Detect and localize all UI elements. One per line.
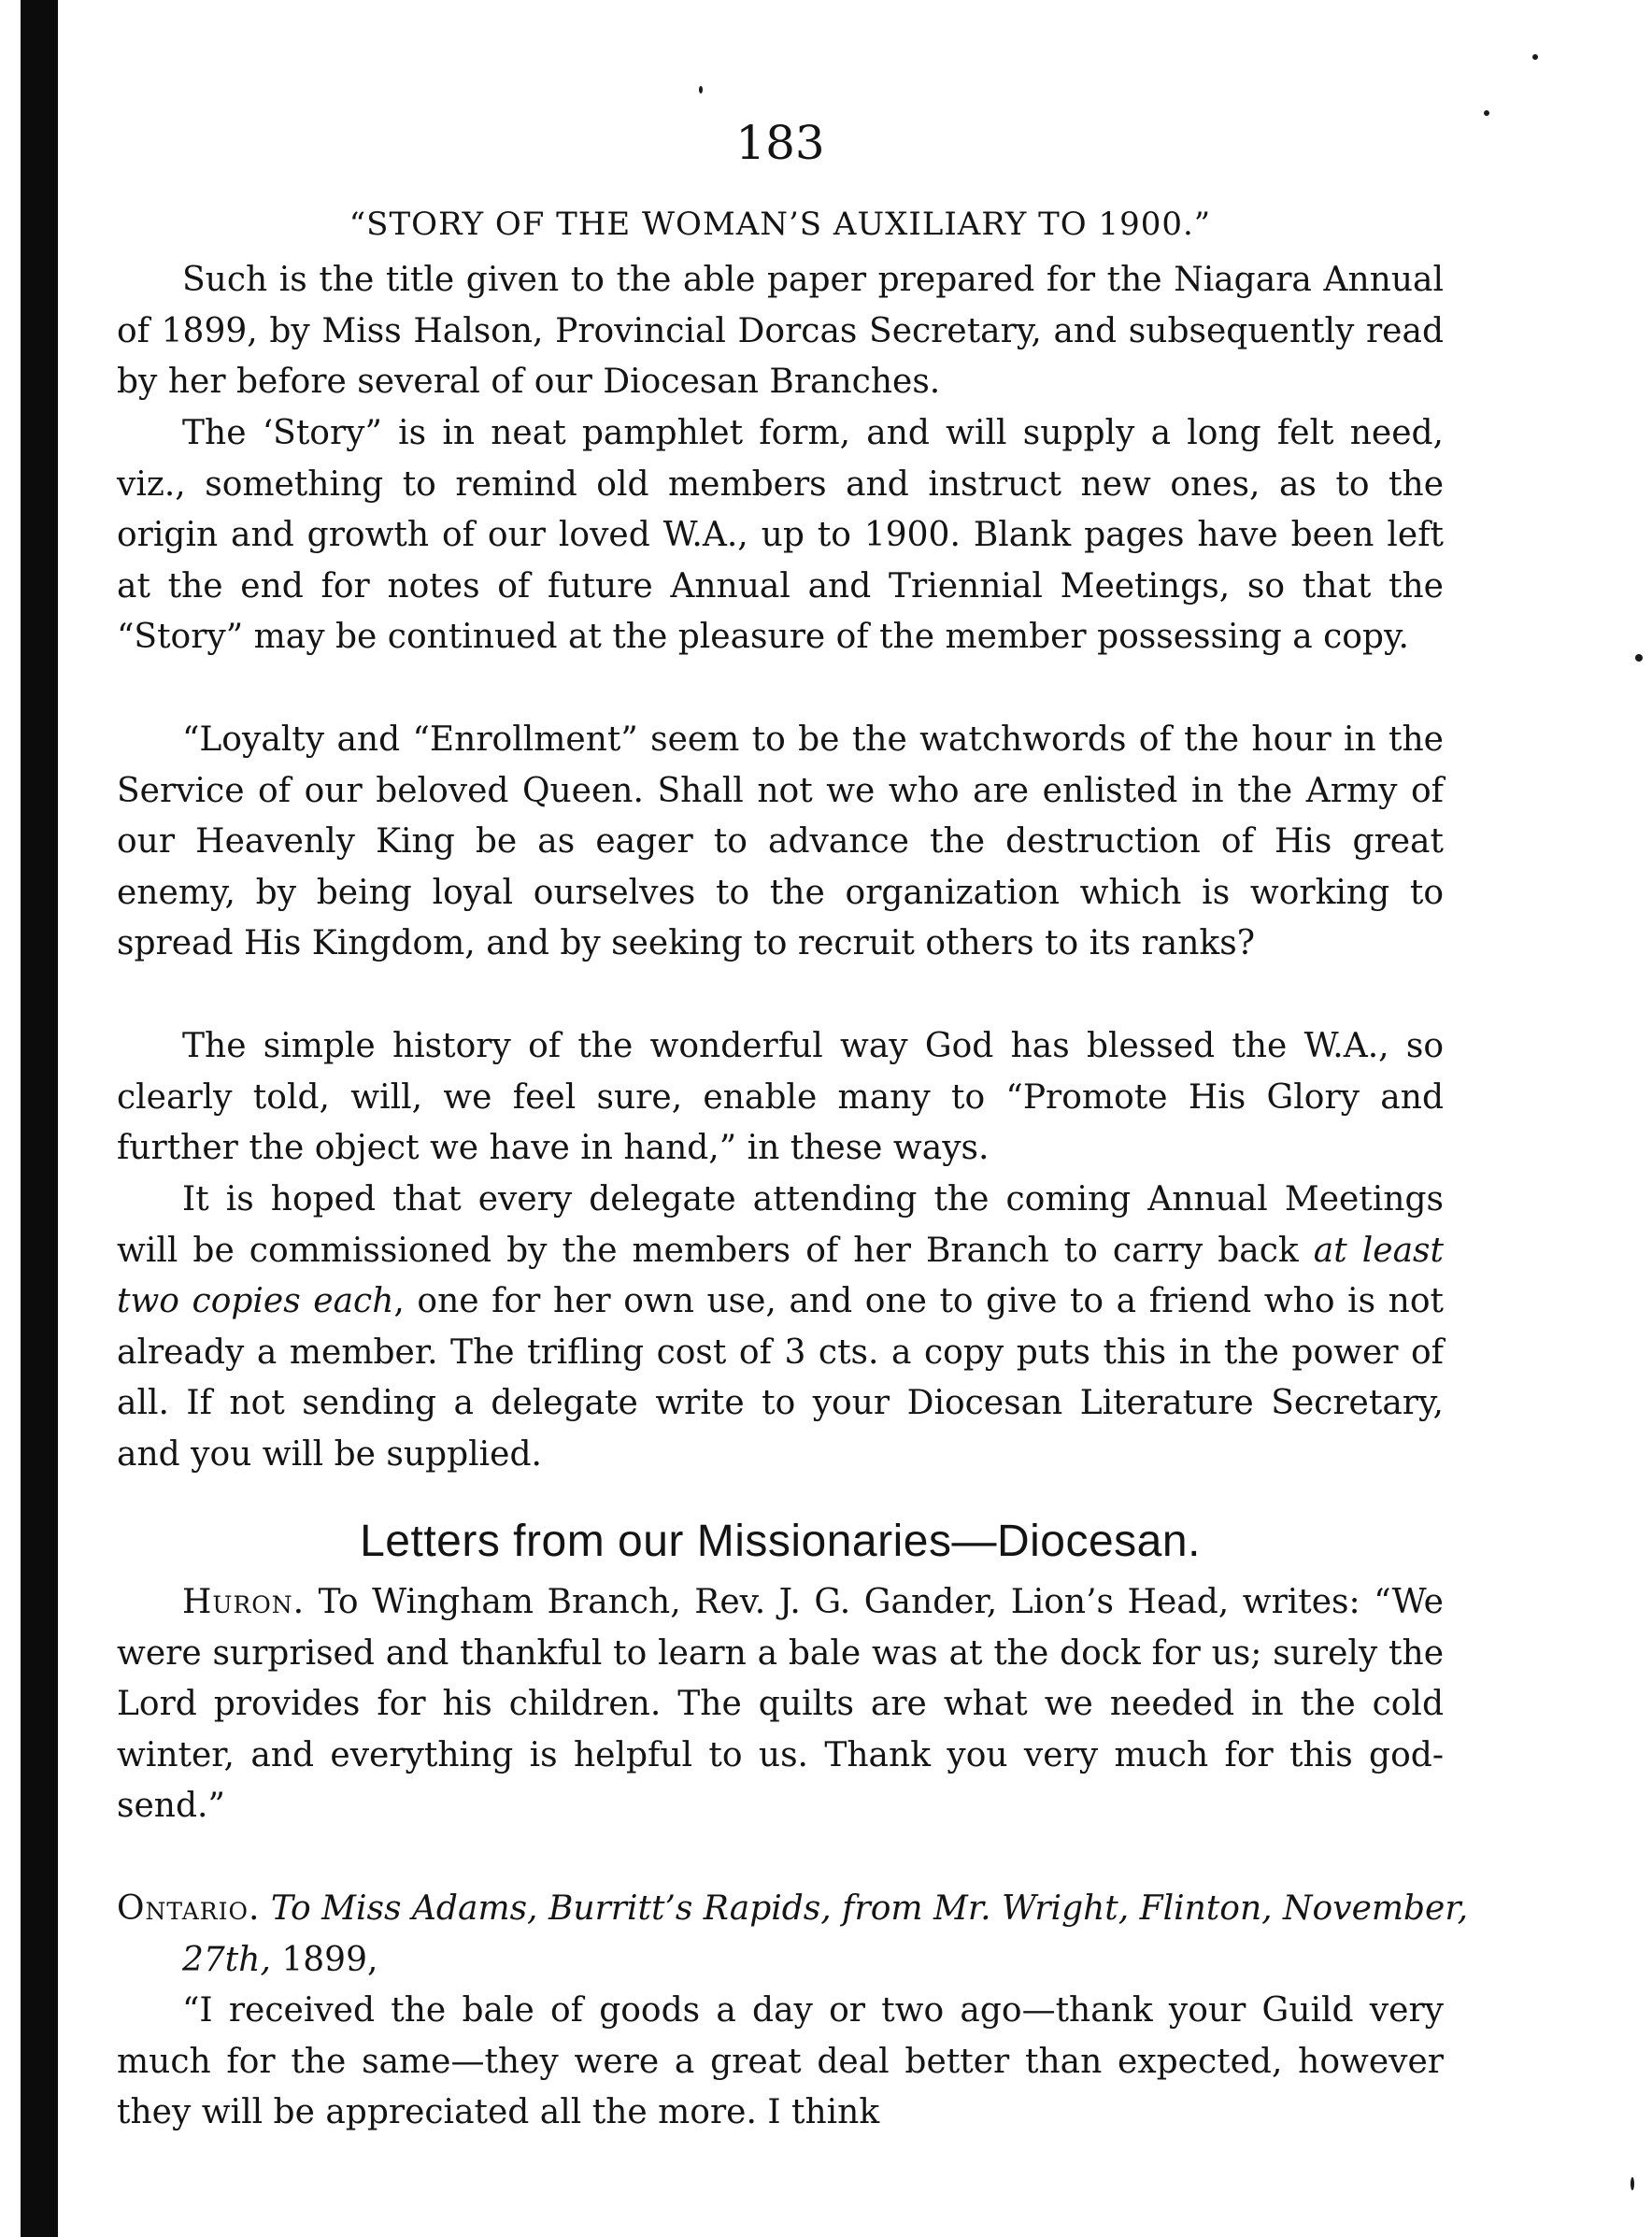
ontario-diocese-label: Ontario. xyxy=(117,1889,261,1928)
ontario-letter-header xyxy=(117,1884,1509,1986)
ontario-header-text: To Miss Adams, Burritt’s Rapids, from Mr. Wright, Flinton, November, 27th, xyxy=(182,1889,1469,1979)
section-heading: Letters from our Missionaries—Diocesan. xyxy=(360,1517,1201,1566)
copies-text-before: It is hoped that every delegate attending the coming Annual Meetings will be commissioned by the members of her Branch to carry back xyxy=(117,1180,1444,1270)
scan-speck xyxy=(1635,654,1643,662)
copies-emphasis: at least two copies each xyxy=(117,1231,1444,1320)
copies-text-after: , one for her own use, and one to give to a friend who is not already a member. The trifling cost of 3 cts. a copy puts this in the power of all. If not sending a delegate write to your Diocesan Literature Secretary, and you will be supplied. xyxy=(117,1282,1444,1474)
huron-letter-text: To Wingham Branch, Rev. J. G. Gander, Lion’s Head, writes: “We were surprised and thankful to learn a bale was at the dock for us; surely the Lord provides for his children. The quilts are what we needed in the cold winter, and everything is helpful to us. Thank you very much for this god-send.” xyxy=(117,1583,1444,1825)
paragraph-simple-history: The simple history of the wonderful way God has blessed the W.A., so clearly told, will, we feel sure, enable many to “Promote His Glory and further the object we have in hand,” in these ways. xyxy=(117,1027,1444,1167)
huron-letter xyxy=(117,1577,1444,1832)
notice-title: “STORY OF THE WOMAN’S AUXILIARY TO 1900.” xyxy=(349,206,1212,243)
scan-speck xyxy=(1484,110,1489,116)
page-number: 183 xyxy=(735,116,825,170)
paragraph-title-notice: Such is the title given to the able paper prepared for the Niagara Annual of 1899, by Miss Halson, Provincial Dorcas Secretary, and subsequently read by her before several of our Diocesan Branches. xyxy=(117,261,1444,401)
huron-diocese-label: Huron. xyxy=(182,1583,306,1621)
page-binding-edge xyxy=(21,0,58,2237)
ontario-header-year: 1899, xyxy=(270,1940,378,1979)
paragraph-copies xyxy=(117,1175,1444,1480)
scan-speck xyxy=(1631,2177,1634,2190)
ontario-letter-body: “I received the bale of goods a day or two ago—thank your Guild very much for the same—they were a great deal better than expected, however they will be appreciated all the more. I think xyxy=(117,1991,1444,2131)
paragraph-story-pamphlet: The ‘Story” is in neat pamphlet form, and will supply a long felt need, viz., something to remind old members and instruct new ones, as to the origin and growth of our loved W.A., up to 1900. Blank pages have been left at the end for notes of future Annual and Triennial Meetings, so that the “Story” may be continued at the pleasure of the member possessing a copy. xyxy=(117,414,1444,656)
scan-speck xyxy=(699,86,703,93)
scan-speck xyxy=(1532,54,1538,60)
paragraph-loyalty: “Loyalty and “Enrollment” seem to be the watchwords of the hour in the Service of our beloved Queen. Shall not we who are enlisted in the Army of our Heavenly King be as eager to advance the destruction of His great enemy, by being loyal ourselves to the organization which is working to spread His Kingdom, and by seeking to recruit others to its ranks? xyxy=(117,720,1444,962)
